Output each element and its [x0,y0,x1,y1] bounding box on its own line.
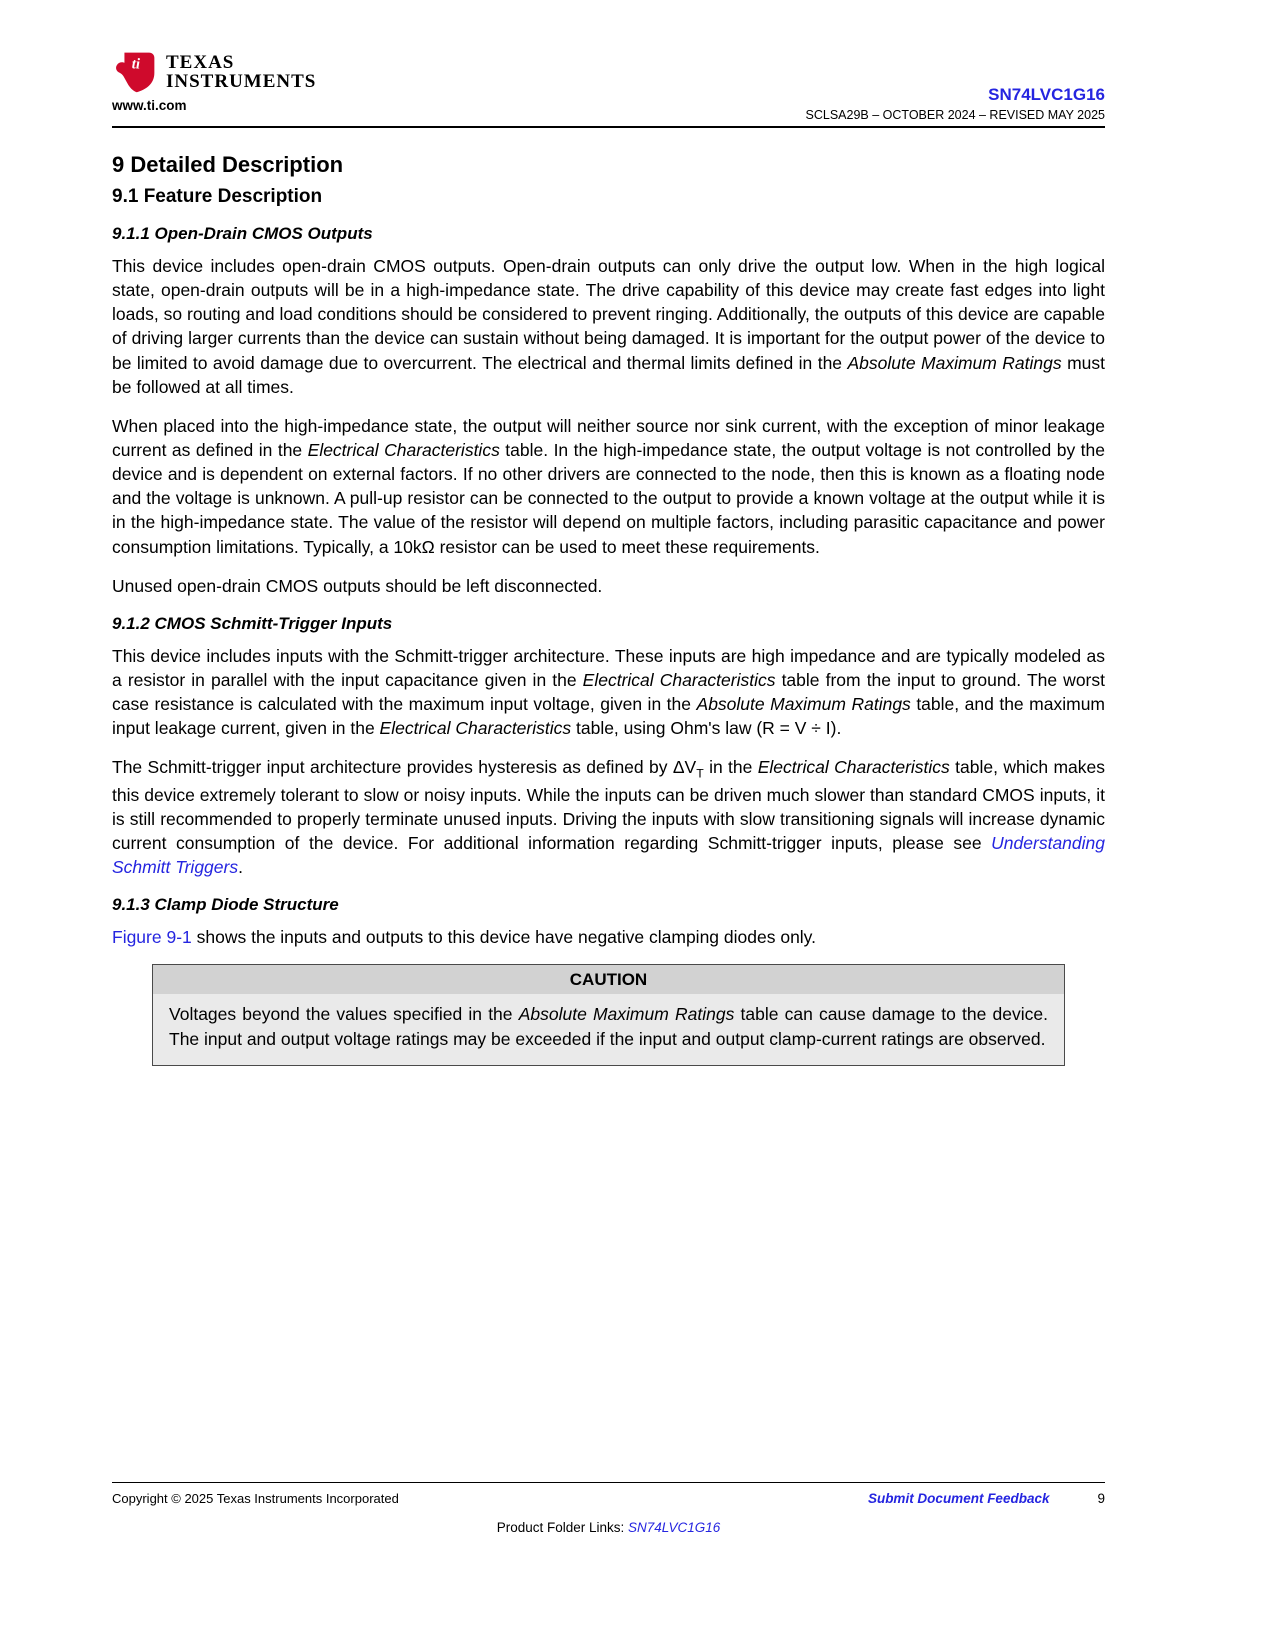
text-run-italic: Electrical Characteristics [757,757,950,778]
header-right [806,85,1105,122]
product-folder-label: Product Folder Links: [496,1520,628,1535]
text-run: table. In the high-impedance state, the output voltage is not controlled by the device and is dependent on external factors. If no other drivers are connected to the node, then this is known as a floating node and the voltage is unknown. A pull-up resistor can be connected to the output to provide a known voltage at the output while it is in the high-impedance state. The value of the resistor will depend on multiple factors, including parasitic capacitance and power consumption limitations. Typically, a 10kΩ resistor can be used to meet these requirements. [112,439,1105,557]
text-run: . [238,857,243,878]
text-run: This device includes inputs with the Schmitt-trigger architecture. These inputs are high impedance and are typically modeled as a resistor in parallel with the input capacitance given in the [112,645,1105,690]
section-9-1-3-heading: 9.1.3 Clamp Diode Structure [112,895,339,915]
product-folder-link[interactable]: SN74LVC1G16 [628,1520,721,1535]
text-run: table, and the maximum input leakage current, given in the [112,694,1105,739]
paragraph-open-drain-2 [112,414,1105,559]
text-run: Voltages beyond the values specified in the [169,1004,519,1025]
page-footer [112,1482,1105,1535]
text-run: table, using Ohm's law (R = V ÷ I). [571,718,842,739]
text-run: must be followed at all times. [112,352,1105,397]
copyright-text: Copyright © 2025 Texas Instruments Incorporated [112,1491,399,1506]
ti-wordmark-line2: INSTRUMENTS [166,71,317,93]
header-left [112,50,316,113]
text-run: This device includes open-drain CMOS outputs. Open-drain outputs can only drive the output low. When in the high logical state, open-drain outputs will be in a high-impedance state. The drive capability of this device may create fast edges into light loads, so routing and load conditions should be considered to prevent ringing. Additionally, the outputs of this device are capable of driving larger currents than the device can sustain without being damaged. It is important for the output power of the device to be limited to avoid damage due to overcurrent. The electrical and thermal limits defined in the [112,256,1105,373]
text-run-italic: Absolute Maximum Ratings [518,1004,735,1025]
ti-logo [112,50,316,94]
caution-box [152,964,1065,1065]
paragraph-schmitt-2 [112,755,1105,879]
text-run: table, which makes this device extremely tolerant to slow or noisy inputs. While the inputs can be driven much slower than standard CMOS inputs, it is still recommended to properly terminate unused inputs. Driving the inputs with slow transitioning signals will increase dynamic current consumption of the device. For additional information regarding Schmitt-trigger inputs, please see [112,757,1105,854]
text-run-italic: Electrical Characteristics [307,439,500,460]
paragraph-schmitt-1 [112,644,1105,741]
page-number: 9 [1097,1491,1105,1506]
caution-body [153,994,1064,1064]
part-number: SN74LVC1G16 [988,85,1105,104]
paragraph-clamp-diode [112,925,1105,949]
section-9-1-2-heading: 9.1.2 CMOS Schmitt-Trigger Inputs [112,613,393,633]
ti-wordmark-line1: TEXAS [166,52,235,73]
footer-right [868,1491,1105,1506]
ti-website-link[interactable]: www.ti.com [112,98,187,113]
text-run: The Schmitt-trigger input architecture provides hysteresis as defined by ΔV [112,757,697,778]
footer-rule [112,1482,1105,1483]
ti-wordmark [166,50,316,92]
product-folder-line [112,1520,1105,1535]
section-9-1-1-heading: 9.1.1 Open-Drain CMOS Outputs [112,224,373,243]
subscript-t: T [696,766,704,781]
text-run-italic: Absolute Maximum Ratings [696,694,911,715]
text-run: Unused open-drain CMOS outputs should be left disconnected. [112,575,603,596]
text-run: table from the input to ground. The worst case resistance is calculated with the maximum input voltage, given in the [112,669,1105,715]
text-run-italic: Electrical Characteristics [379,718,572,739]
text-run: table can cause damage to the device. The input and output voltage ratings may be exceeded if the input and output clamp-current ratings are observed. [169,1004,1049,1049]
text-run: in the [703,757,758,778]
document-revision: SCLSA29B – OCTOBER 2024 – REVISED MAY 2025 [805,108,1105,122]
text-run-italic: Absolute Maximum Ratings [847,352,1062,373]
ti-logo-icon [112,50,158,94]
submit-document-feedback-link[interactable]: Submit Document Feedback [867,1491,1050,1506]
svg-text:ti: ti [131,56,141,73]
caution-title: CAUTION [153,965,1064,994]
text-run: When placed into the high-impedance state, the output will neither source nor sink current, with the exception of minor leakage current as defined in the [112,415,1105,460]
paragraph-open-drain-3 [112,574,1105,598]
page-header [112,50,1105,124]
section-9-1-heading: 9.1 Feature Description [112,186,323,207]
text-run: shows the inputs and outputs to this device have negative clamping diodes only. [191,927,816,948]
main-content [112,152,1105,1066]
footer-row [112,1491,1105,1506]
link-figure-9-1[interactable]: Figure 9-1 [112,927,192,948]
paragraph-open-drain-1 [112,254,1105,399]
link-understanding-schmitt-triggers[interactable]: Understanding Schmitt Triggers [112,833,1105,878]
header-rule [112,126,1105,128]
text-run-italic: Electrical Characteristics [582,669,776,690]
section-9-heading: 9 Detailed Description [112,152,344,177]
